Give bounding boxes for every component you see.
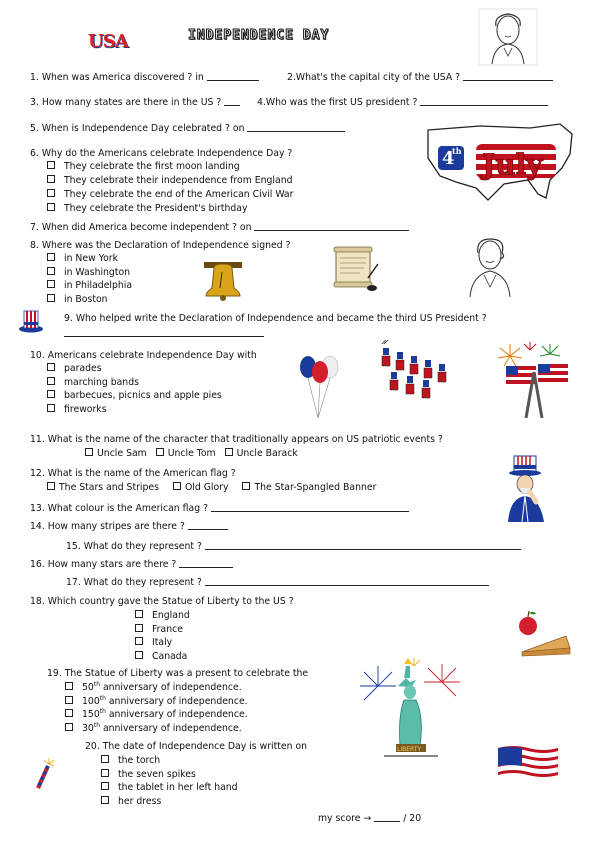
score-line	[318, 812, 421, 825]
answer-blank[interactable]	[420, 96, 548, 106]
question-5-text: 5. When is Independence Day celebrated ? on	[30, 123, 245, 134]
question-6-text: 6. Why do the Americans celebrate Independence Day ?	[30, 148, 293, 159]
checkbox[interactable]	[47, 175, 55, 183]
us-map-4th-july-image	[420, 118, 580, 214]
option[interactable]	[65, 681, 248, 695]
question-18-options	[135, 609, 190, 663]
question-19-text: 19. The Statue of Liberty was a present to celebrate the	[47, 668, 309, 679]
option-label: Italy	[152, 637, 173, 648]
marching-band-icon	[378, 340, 460, 410]
option[interactable]	[101, 754, 238, 768]
option-label: the seven spikes	[118, 768, 196, 780]
question-14	[30, 520, 228, 533]
checkbox[interactable]	[101, 796, 109, 804]
checkbox[interactable]	[85, 448, 93, 456]
option[interactable]	[47, 403, 222, 417]
option[interactable]	[225, 448, 298, 459]
option[interactable]	[135, 636, 190, 650]
checkbox[interactable]	[47, 482, 55, 490]
checkbox[interactable]	[135, 610, 143, 618]
liberty-plaque-text: LIBERTY	[397, 746, 422, 753]
liberty-bell-icon	[200, 258, 246, 302]
question-7-text: 7. When did America become independent ? on	[30, 222, 252, 233]
usa-logo: USA	[88, 31, 128, 52]
question-18-text: 18. Which country gave the Statue of Liberty to the US ?	[30, 596, 294, 607]
question-6	[30, 148, 292, 160]
answer-blank[interactable]	[207, 71, 259, 81]
checkbox[interactable]	[65, 709, 73, 717]
question-20-text: 20. The date of Independence Day is written on	[85, 741, 308, 752]
option[interactable]	[242, 482, 376, 493]
answer-blank[interactable]	[205, 540, 521, 550]
checkbox[interactable]	[47, 203, 55, 211]
option[interactable]	[47, 188, 293, 202]
question-10-text: 10. Americans celebrate Independence Day with	[30, 350, 257, 361]
sparkler-icon	[32, 756, 56, 792]
svg-text:July: July	[482, 148, 543, 181]
ordinal-suffix: th	[99, 707, 106, 715]
ordinal-number: 30	[82, 722, 94, 734]
option[interactable]	[47, 376, 222, 390]
checkbox[interactable]	[65, 682, 73, 690]
option-label: They celebrate the end of the American Civil War	[64, 189, 294, 200]
question-16	[30, 558, 233, 571]
option-label: barbecues, picnics and apple pies	[64, 390, 222, 401]
checkbox[interactable]	[47, 267, 55, 275]
question-10	[30, 350, 257, 362]
checkbox[interactable]	[135, 637, 143, 645]
option-label: Uncle Tom	[167, 448, 216, 459]
checkbox[interactable]	[156, 448, 164, 456]
washington-portrait-icon	[478, 8, 538, 66]
option[interactable]	[47, 389, 222, 403]
option-label: Uncle Sam	[97, 448, 147, 459]
question-17	[66, 576, 489, 589]
option[interactable]	[47, 293, 132, 307]
question-9-text: 9. Who helped write the Declaration of Independence and became the third US President ?	[64, 313, 487, 324]
checkbox[interactable]	[47, 294, 55, 302]
option[interactable]	[173, 482, 229, 493]
question-7	[30, 221, 409, 234]
question-2-text: 2.What's the capital city of the USA ?	[287, 72, 461, 83]
option-label: the torch	[118, 755, 161, 766]
uncle-sam-icon	[500, 454, 552, 522]
option[interactable]	[135, 650, 190, 664]
option[interactable]	[101, 795, 238, 809]
map-4-text: 4	[442, 148, 455, 169]
american-flag-icon	[496, 744, 560, 784]
option-label: parades	[64, 363, 102, 374]
page-title: INDEPENDENCE DAY	[188, 28, 330, 43]
option-label: marching bands	[64, 376, 139, 388]
option-label: Old Glory	[184, 482, 229, 493]
option[interactable]	[47, 279, 132, 293]
checkbox[interactable]	[47, 404, 55, 412]
option-label: anniversary of independence.	[100, 682, 242, 693]
question-6-options	[47, 160, 293, 216]
question-17-text: 17. What do they represent ?	[66, 577, 202, 588]
question-11	[30, 434, 443, 446]
option-label: anniversary of independence.	[105, 695, 248, 707]
ordinal-suffix: th	[93, 721, 100, 729]
answer-blank[interactable]	[205, 576, 489, 586]
checkbox[interactable]	[47, 377, 55, 385]
option[interactable]	[47, 362, 222, 376]
uncle-sam-hat-icon	[18, 309, 44, 333]
option-label: They celebrate the President's birthday	[64, 203, 248, 214]
ordinal-suffix: th	[99, 694, 106, 702]
option[interactable]	[65, 722, 248, 736]
question-8-options	[47, 252, 132, 306]
question-1-text: 1. When was America discovered ? in	[30, 72, 204, 83]
question-3-text: 3. How many states are there in the US ?	[30, 97, 222, 108]
option-label: France	[152, 623, 183, 635]
question-20-options	[101, 754, 238, 808]
checkbox[interactable]	[173, 482, 181, 490]
option[interactable]	[101, 768, 238, 782]
apple-pie-icon	[514, 606, 574, 658]
option[interactable]	[47, 266, 132, 280]
question-5	[30, 122, 345, 135]
option-label: in Philadelphia	[64, 280, 133, 291]
answer-blank[interactable]	[211, 502, 409, 512]
answer-blank[interactable]	[247, 122, 345, 132]
question-12-options	[47, 482, 376, 494]
question-12	[30, 468, 236, 480]
checkbox[interactable]	[101, 755, 109, 763]
checkbox[interactable]	[47, 280, 55, 288]
question-15	[66, 540, 521, 553]
checkbox[interactable]	[135, 651, 143, 659]
ordinal-number: 50	[82, 682, 94, 693]
option-label: the tablet in her left hand	[118, 782, 238, 793]
checkbox[interactable]	[47, 363, 55, 371]
score-blank[interactable]	[374, 812, 400, 822]
option[interactable]	[65, 695, 248, 709]
option-label: The Stars and Stripes	[59, 482, 159, 493]
option[interactable]	[65, 708, 248, 722]
option[interactable]	[135, 609, 190, 623]
option-label: fireworks	[64, 403, 107, 415]
option-label: in Boston	[64, 293, 108, 305]
ordinal-number: 100	[82, 695, 100, 707]
answer-blank[interactable]	[463, 71, 553, 81]
checkbox[interactable]	[242, 482, 250, 490]
option-label: They celebrate their independence from England	[64, 175, 293, 186]
question-16-text: 16. How many stars are there ?	[30, 559, 177, 570]
question-20	[85, 741, 307, 753]
option[interactable]	[101, 781, 238, 795]
checkbox[interactable]	[47, 189, 55, 197]
question-3	[30, 96, 240, 109]
score-label: my score →	[318, 813, 372, 824]
question-10-options	[47, 362, 222, 416]
question-11-text: 11. What is the name of the character that traditionally appears on US patriotic events ?	[30, 434, 443, 445]
option-label: in Washington	[64, 266, 131, 278]
checkbox[interactable]	[47, 390, 55, 398]
question-13-text: 13. What colour is the American flag ?	[30, 503, 208, 514]
checkbox[interactable]	[225, 448, 233, 456]
option[interactable]	[47, 202, 293, 216]
ordinal-suffix: th	[93, 680, 100, 688]
option-label: anniversary of independence.	[105, 709, 248, 720]
july-text	[476, 144, 556, 181]
question-4	[257, 96, 548, 109]
declaration-scroll-icon	[330, 244, 380, 294]
answer-blank[interactable]	[224, 96, 240, 106]
question-18	[30, 596, 294, 608]
question-19-options	[65, 681, 248, 735]
question-4-text: 4.Who was the first US president ?	[257, 97, 418, 108]
option-label: England	[152, 610, 190, 621]
option-label: Uncle Barack	[236, 448, 298, 459]
question-9	[64, 313, 487, 325]
option[interactable]	[135, 623, 190, 637]
option-label: Canada	[152, 650, 188, 662]
question-11-options	[85, 448, 298, 460]
question-1	[30, 71, 259, 84]
option[interactable]	[47, 160, 293, 174]
question-19	[47, 668, 308, 680]
checkbox[interactable]	[47, 253, 55, 261]
option-label: They celebrate the first moon landing	[64, 161, 240, 172]
statue-of-liberty-icon	[354, 656, 466, 760]
checkbox[interactable]	[65, 723, 73, 731]
option[interactable]	[47, 252, 132, 266]
option-label: in New York	[64, 253, 119, 264]
balloons-icon	[296, 352, 342, 420]
option-label: The Star-Spangled Banner	[254, 482, 377, 493]
svg-text:th: th	[452, 146, 462, 156]
score-total: / 20	[403, 813, 422, 824]
checkbox[interactable]	[135, 624, 143, 632]
question-2	[287, 71, 553, 84]
question-8	[30, 240, 291, 252]
answer-blank[interactable]	[179, 558, 233, 568]
option[interactable]	[47, 482, 159, 493]
ordinal-number: 150	[82, 709, 100, 720]
option[interactable]	[156, 448, 216, 459]
checkbox[interactable]	[101, 769, 109, 777]
fireworks-flags-icon	[496, 342, 574, 418]
option[interactable]	[85, 448, 147, 459]
question-13	[30, 502, 409, 515]
option-label: anniversary of independence.	[100, 722, 242, 734]
option[interactable]	[47, 174, 293, 188]
question-8-text: 8. Where was the Declaration of Independence signed ?	[30, 240, 291, 251]
question-15-text: 15. What do they represent ?	[66, 541, 202, 552]
checkbox[interactable]	[65, 696, 73, 704]
checkbox[interactable]	[47, 161, 55, 169]
question-14-text: 14. How many stripes are there ?	[30, 521, 185, 532]
jefferson-portrait-icon	[460, 233, 520, 299]
checkbox[interactable]	[101, 782, 109, 790]
answer-blank[interactable]	[254, 221, 409, 231]
question-12-text: 12. What is the name of the American flag ?	[30, 468, 236, 479]
answer-blank[interactable]	[64, 327, 264, 340]
answer-blank[interactable]	[188, 520, 228, 530]
option-label: her dress	[118, 795, 162, 807]
